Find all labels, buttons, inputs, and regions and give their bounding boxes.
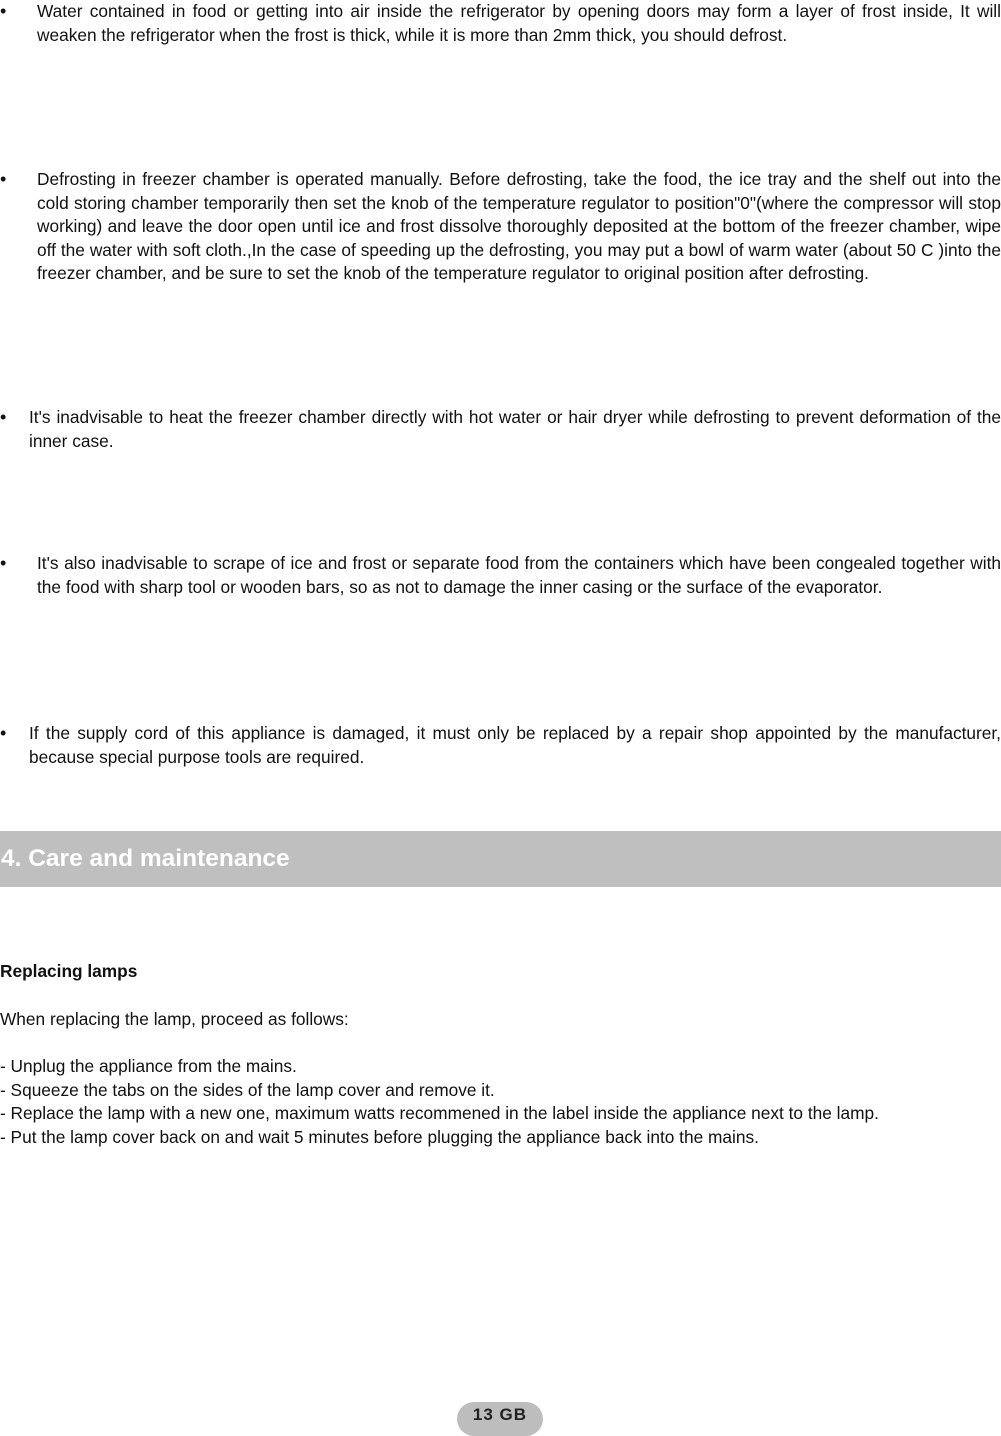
bullet-text: Water contained in food or getting into air inside the refrigerator by opening doors may form a layer of frost inside, It will weaken the refrigerator when the frost is thick, while it is more than 2mm thick, you should defrost. (37, 1, 1001, 45)
page-number-badge (457, 1402, 543, 1436)
bullet-item-defrosting-freezer (0, 168, 1001, 286)
section-title: 4. Care and maintenance (1, 845, 290, 872)
page-number-label: 13 GB (472, 1405, 528, 1424)
bullet-item-supply-cord (0, 722, 1001, 769)
bullet-item-no-hot-water (0, 406, 1001, 453)
bullet-text: Defrosting in freezer chamber is operated manually. Before defrosting, take the food, the ice tray and the shelf out into the cold storing chamber temporarily then set the knob of the temperature regulator to position"0"(where the compressor will stop working) and leave the door open until ice and frost dissolve thoroughly deposited at the bottom of the freezer chamber, wipe off the water with soft cloth.,In the case of speeding up the defrosting, you may put a bowl of warm water (about 50 C )into the freezer chamber, and be sure to set the knob of the temperature regulator to original position after defrosting. (37, 169, 1001, 284)
bullet-text: If the supply cord of this appliance is damaged, it must only be replaced by a repair shop appointed by the manufacturer, because special purpose tools are required. (29, 723, 1001, 767)
replacing-lamps-intro: When replacing the lamp, proceed as follows: (0, 1009, 349, 1029)
replacing-lamps-steps (0, 1055, 1001, 1149)
step-item: - Replace the lamp with a new one, maximum watts recommened in the label inside the appliance next to the lamp. (0, 1103, 879, 1124)
section-header-band (0, 831, 1001, 887)
step-item: - Put the lamp cover back on and wait 5 minutes before plugging the appliance back into the mains. (0, 1126, 759, 1147)
bullet-icon: • (0, 169, 7, 189)
bullet-icon: • (0, 553, 7, 573)
replacing-lamps-heading: Replacing lamps (0, 961, 138, 981)
bullet-text: It's inadvisable to heat the freezer chamber directly with hot water or hair dryer while defrosting to prevent deformation of the inner case. (29, 407, 1001, 451)
step-item: - Unplug the appliance from the mains. (0, 1056, 297, 1076)
bullet-text: It's also inadvisable to scrape of ice and frost or separate food from the containers which have been congealed together with the food with sharp tool or wooden bars, so as not to damage the inner casing or the surface of the evaporator. (37, 553, 1001, 597)
bullet-icon: • (0, 1, 7, 21)
bullet-icon: • (0, 723, 7, 743)
bullet-item-frost-layer (0, 0, 1001, 47)
step-item: - Squeeze the tabs on the sides of the lamp cover and remove it. (0, 1079, 495, 1100)
bullet-item-no-scraping (0, 552, 1001, 599)
bullet-icon: • (0, 407, 7, 427)
